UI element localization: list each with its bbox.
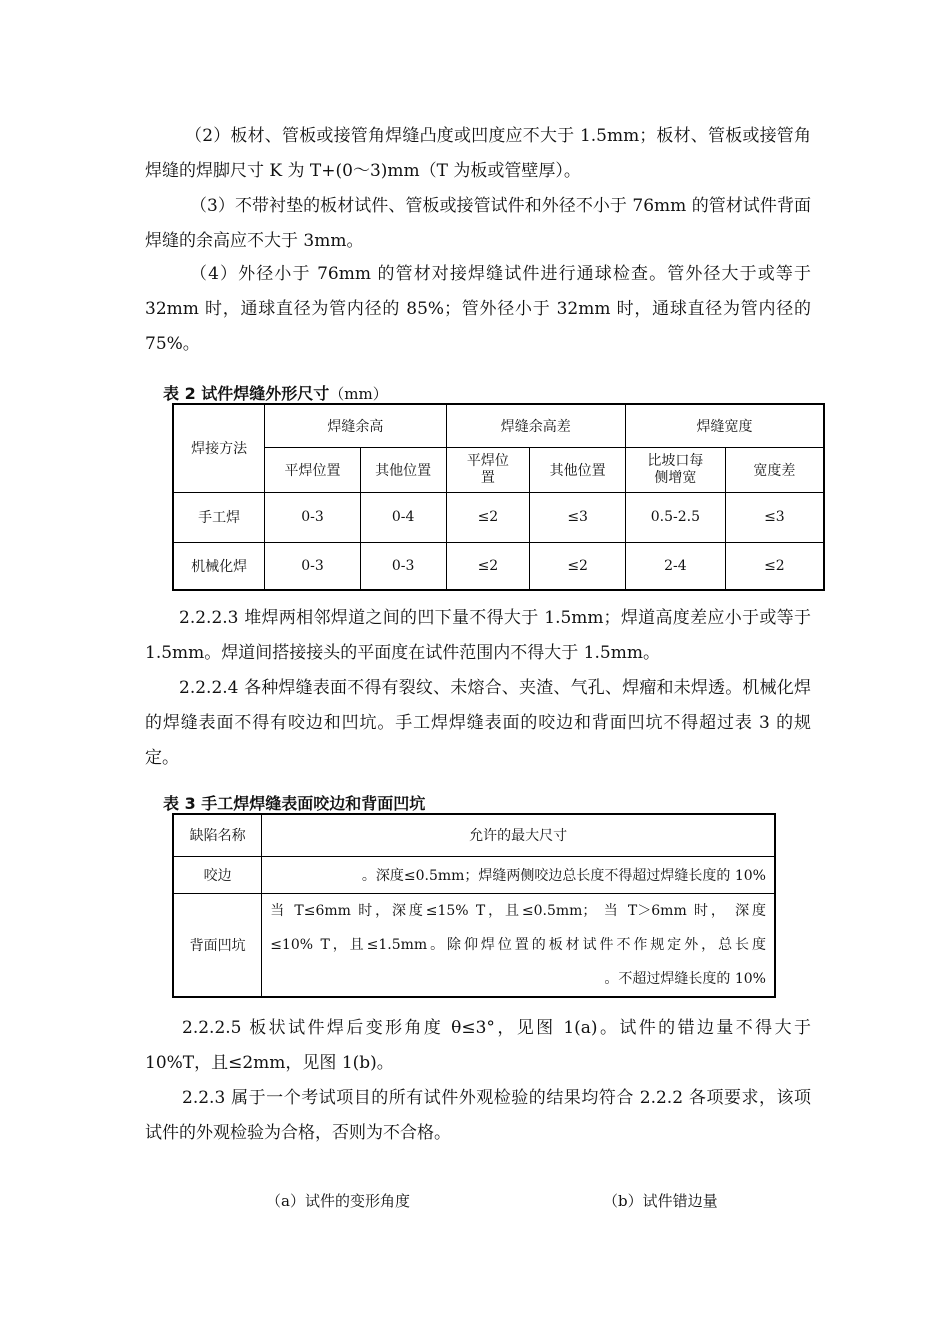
cell-value: ≤2 [530,542,626,590]
figure-caption-a: （a）试件的变形角度 [266,1192,410,1210]
paragraph-2225: 2.2.2.5 板状试件焊后变形角度 θ≤3°，见图 1(a)。试件的错边量不得大于 10%T，且≤2mm，见图 1(b)。 [145,1018,811,1073]
cell-method: 手工焊 [173,492,265,542]
header-weld-method: 焊接方法 [173,404,265,492]
cell-undercut-limit: 。深度≤0.5mm；焊缝两侧咬边总长度不得超过焊缝长度的 10% [262,856,775,893]
table2-caption-text: 表 2 试件焊缝外形尺寸 [163,384,330,403]
cell-back-pit-limit [262,893,775,997]
cell-value: ≤2 [446,542,530,590]
cell-value: ≤2 [725,542,824,590]
paragraph-item-2: （2）板材、管板或接管角焊缝凸度或凹度应不大于 1.5mm；板材、管板或接管角焊缝的焊脚尺寸 K 为 T+(0～3)mm（T 为板或管壁厚）。 [145,126,811,181]
defect-limit-table [172,813,776,998]
table-row [173,856,775,893]
pit-line-1: 当 T≤6mm 时，深度≤15% T，且≤0.5mm； 当 T＞6mm 时， 深度 [270,902,766,919]
cell-value: 0-3 [360,542,446,590]
table-row [173,542,824,590]
figure-caption-b: （b）试件错边量 [603,1192,718,1210]
cell-value: 0-4 [360,492,446,542]
header-max-size: 允许的最大尺寸 [262,814,775,856]
cell-value: 0-3 [265,492,361,542]
table-row [173,492,824,542]
cell-method: 机械化焊 [173,542,265,590]
table-row [173,893,775,997]
cell-undercut: 咬边 [173,856,262,893]
cell-value: ≤3 [725,492,824,542]
header-flat-position-2: 平焊位置 [446,447,530,492]
header-groove-increase: 比坡口每侧增宽 [625,447,725,492]
cell-value: 0-3 [265,542,361,590]
header-reinforcement: 焊缝余高 [265,404,446,447]
cell-back-pit: 背面凹坑 [173,893,262,997]
pit-line-3: 。不超过焊缝长度的 10% [604,970,766,987]
header-weld-width: 焊缝宽度 [625,404,824,447]
cell-value: 2-4 [625,542,725,590]
paragraph-2223: 2.2.2.3 堆焊两相邻焊道之间的凹下量不得大于 1.5mm；焊道高度差应小于或等于 1.5mm。焊道间搭接接头的平面度在试件范围内不得大于 1.5mm。 [145,608,811,663]
header-width-diff: 宽度差 [725,447,824,492]
paragraph-item-3: （3）不带衬垫的板材试件、管板或接管试件和外径不小于 76mm 的管材试件背面焊缝的余高应不大于 3mm。 [145,196,811,251]
paragraph-2224: 2.2.2.4 各种焊缝表面不得有裂纹、未熔合、夹渣、气孔、焊瘤和未焊透。机械化焊的焊缝表面不得有咬边和凹坑。手工焊焊缝表面的咬边和背面凹坑不得超过表 3 的规定。 [145,678,811,768]
header-defect-name: 缺陷名称 [173,814,262,856]
pit-line-2: ≤10% T，且≤1.5mm。除仰焊位置的板材试件不作规定外，总长度 [270,936,766,953]
cell-value: ≤2 [446,492,530,542]
table2-unit: （mm） [329,385,388,403]
paragraph-223: 2.2.3 属于一个考试项目的所有试件外观检验的结果均符合 2.2.2 各项要求，该项试件的外观检验为合格，否则为不合格。 [145,1088,811,1143]
weld-dimension-table [172,403,825,591]
cell-value: ≤3 [530,492,626,542]
paragraph-item-4: （4）外径小于 76mm 的管材对接焊缝试件进行通球检查。管外径大于或等于 32mm 时，通球直径为管内径的 85%；管外径小于 32mm 时，通球直径为管内径的 75%。 [145,264,811,354]
cell-value: 0.5-2.5 [625,492,725,542]
header-other-position-2: 其他位置 [530,447,626,492]
table3-caption: 表 3 手工焊焊缝表面咬边和背面凹坑 [163,794,426,813]
header-other-position: 其他位置 [360,447,446,492]
table2-caption [163,381,388,404]
header-flat-position: 平焊位置 [265,447,361,492]
header-reinforcement-diff: 焊缝余高差 [446,404,625,447]
